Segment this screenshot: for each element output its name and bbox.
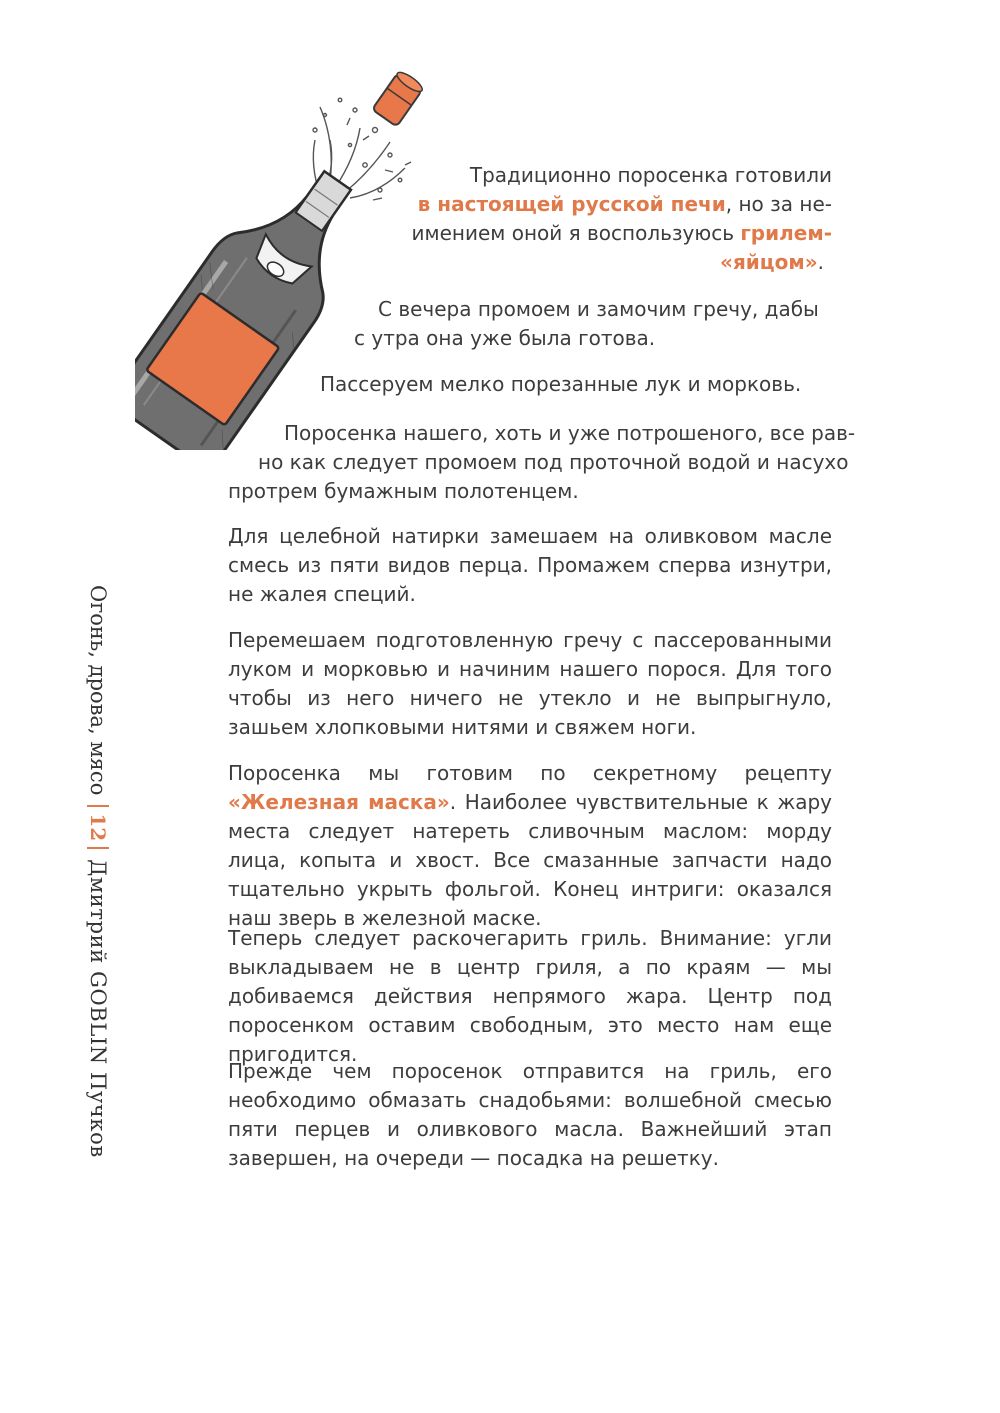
p1-line-2-rest: , но за не-: [725, 192, 832, 216]
paragraph-4: [228, 419, 856, 506]
paragraph-2: [354, 295, 832, 353]
running-header: [81, 585, 115, 1158]
paragraph-5: Для целебной натирки замешаем на оливковом масле смесь из пяти видов перца. Промажем сперва изнутри, не жалея специй.: [228, 524, 832, 606]
page-number: 12: [87, 805, 109, 849]
highlight-russian-oven: в настоящей русской печи: [417, 192, 726, 216]
p4-line-2: но как следует промоем под проточной водой и насухо: [258, 450, 849, 474]
running-head-author: Дмитрий GOBLIN Пучков: [86, 859, 110, 1158]
p7-text-1: Поросенка мы готовим по секретному рецепту: [228, 761, 832, 785]
running-head-section-title: Огонь, дрова, мясо: [86, 585, 110, 796]
p1-line-4-rest: .: [817, 250, 824, 274]
paragraph-8: Теперь следует раскочегарить гриль. Внимание: угли выкладываем не в центр гриля, а по краям — мы добиваемся действия непрямого жара. Центр под поросенком оставим свободным, это место нам еще пригодится.: [228, 926, 832, 1066]
p4-line-1: Поросенка нашего, хоть и уже потрошеного, все рав-: [284, 421, 856, 445]
p2-line-1: С вечера промоем и замочим гречу, дабы: [378, 297, 819, 321]
paragraph-3: Пассеруем мелко порезанные лук и морковь.: [320, 372, 802, 396]
p4-line-3: протрем бумажным полотенцем.: [228, 479, 579, 503]
cork-icon: [372, 70, 425, 127]
p7-text-2: . Наиболее чувствительные к жару места следует натереть сливочным маслом: морду лица, копыта и хвост. Все смазанные запчасти надо тщательно укрыть фольгой. Конец интриги: оказался наш зверь в железной маске.: [228, 790, 833, 930]
paragraph-9: Прежде чем поросенок отправится на гриль, его необходимо обмазать снадобьями: волшебной смесью пяти перцев и оливкового масла. Важнейший этап завершен, на очереди — посадка на решетку.: [228, 1059, 832, 1170]
highlight-grill-egg-part2: «яйцом»: [720, 250, 818, 274]
highlight-iron-mask: «Железная маска»: [228, 790, 450, 814]
p1-line-3-text: имением оной я воспользуюсь: [411, 221, 741, 245]
p1-line-1: Традиционно поросенка готовили: [469, 163, 832, 187]
paragraph-7: [228, 759, 832, 933]
paragraph-1: [400, 161, 832, 277]
p2-line-2: с утра она уже была готова.: [354, 326, 656, 350]
paragraph-6: Перемешаем подготовленную гречу с пассерованными луком и морковью и начиним нашего порося. Для того чтобы из него ничего не утекло и не выпрыгнуло, зашьем хлопковыми нитями и свяжем ноги.: [228, 628, 832, 739]
highlight-grill-egg-part1: грилем-: [740, 221, 832, 245]
